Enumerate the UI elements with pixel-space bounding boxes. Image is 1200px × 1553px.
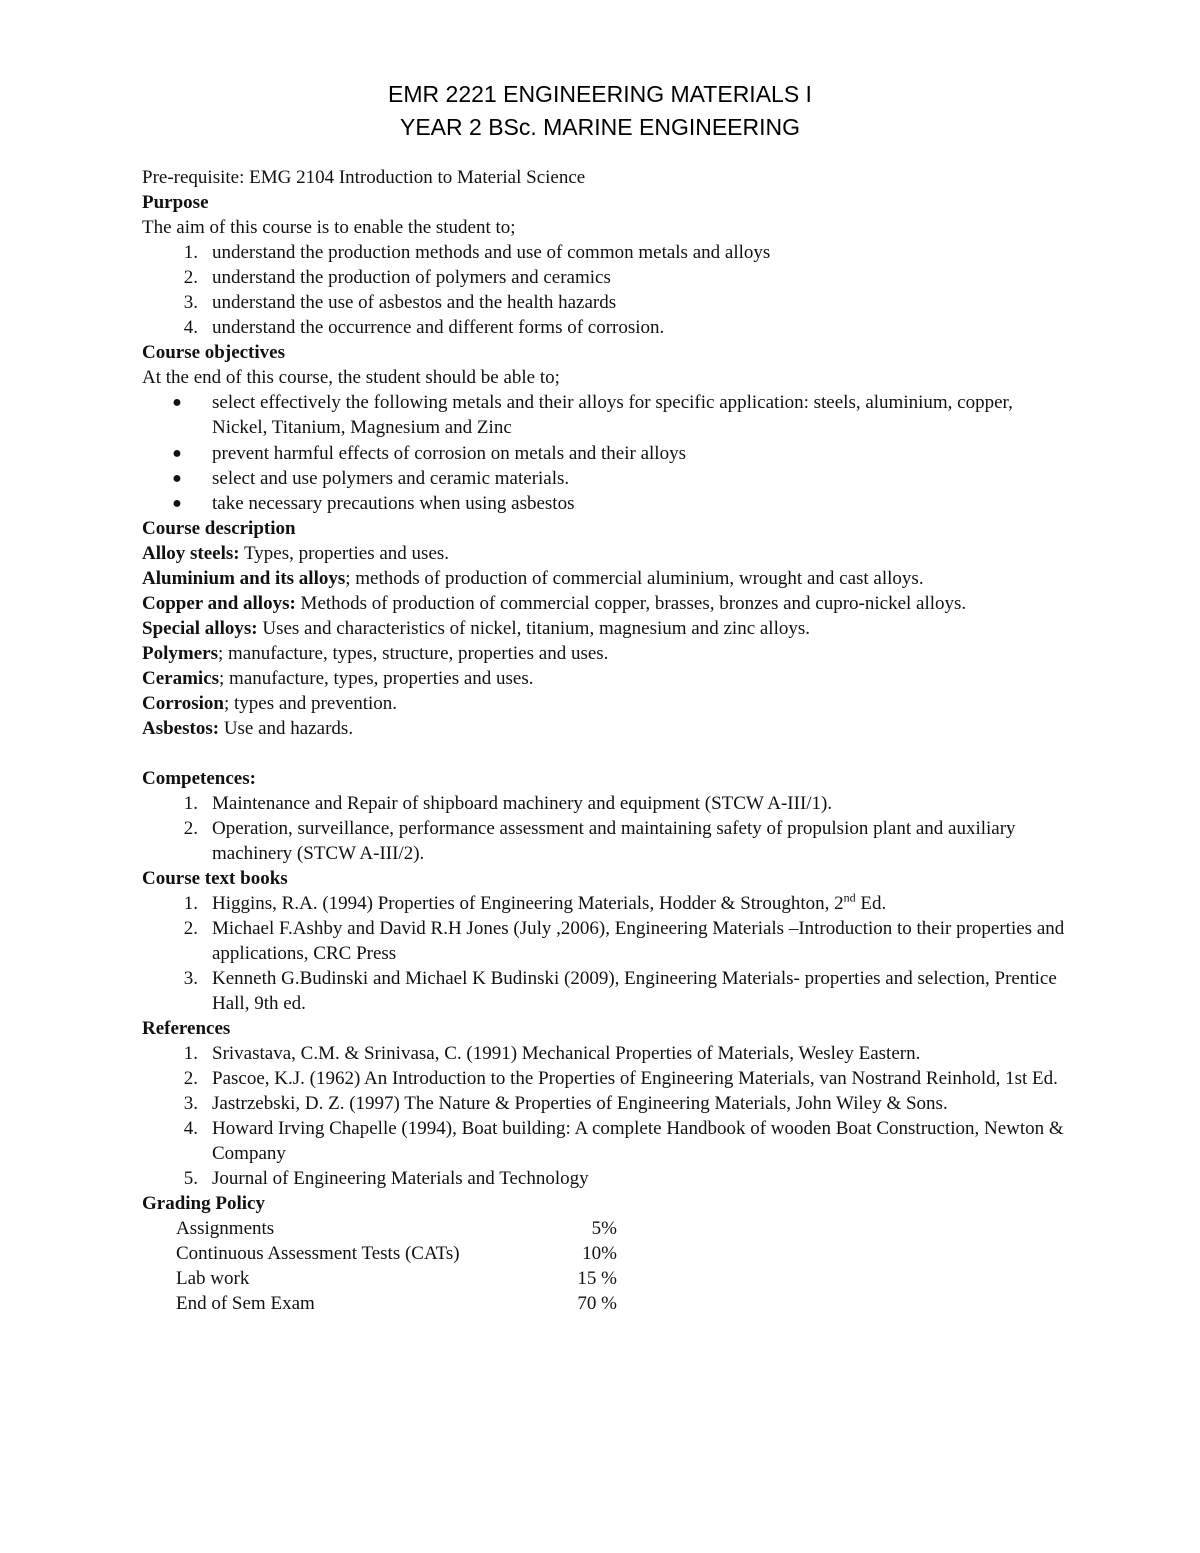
spacer [142,741,1072,766]
list-item: 4. Howard Irving Chapelle (1994), Boat building: A complete Handbook of wooden Boat Construction, Newton & Company [142,1116,1072,1166]
list-item: 2. Operation, surveillance, performance assessment and maintaining safety of propulsion plant and auxiliary machinery (STCW A-III/2). [142,816,1072,866]
grading-label: Lab work [176,1268,250,1289]
list-item: 1. Maintenance and Repair of shipboard machinery and equipment (STCW A-III/1). [142,791,1072,816]
bullet-icon: ● [172,394,182,411]
list-number: 1. [183,242,198,263]
list-item: 3. Jastrzebski, D. Z. (1997) The Nature & Properties of Engineering Materials, John Wiley & Sons. [142,1091,1072,1116]
description-entry: Asbestos: Use and hazards. [142,718,354,739]
list-item: 1. understand the production methods and use of common metals and alloys [142,240,1072,265]
references-list [142,1041,1072,1191]
grading-value: 5% [591,1218,617,1239]
document-title [0,78,1200,144]
list-item: ● select effectively the following metals and their alloys for specific application: steels, aluminium, copper, Nickel, Titanium, Magnesium and Zinc [142,390,1072,440]
description-entry: Alloy steels: Types, properties and uses. [142,543,450,564]
list-item: ● take necessary precautions when using asbestos [142,491,1072,516]
grading-heading: Grading Policy [142,1193,265,1214]
grading-value: 15 % [577,1268,617,1289]
grading-row [142,1241,1072,1266]
list-item: 4. understand the occurrence and different forms of corrosion. [142,315,1072,340]
list-item: 1. Srivastava, C.M. & Srinivasa, C. (1991) Mechanical Properties of Materials, Wesley Eastern. [142,1041,1072,1066]
description-entry: Polymers; manufacture, types, structure, properties and uses. [142,643,609,664]
list-number: 4. [183,1118,198,1139]
purpose-heading: Purpose [142,192,209,213]
description-entry: Copper and alloys: Methods of production of commercial copper, brasses, bronzes and cupro-nickel alloys. [142,593,967,614]
prerequisite: Pre-requisite: EMG 2104 Introduction to Material Science [142,167,586,188]
objectives-heading: Course objectives [142,342,285,363]
list-number: 1. [183,793,198,814]
textbooks-heading: Course text books [142,868,288,889]
list-number: 2. [183,1068,198,1089]
list-number: 2. [183,918,198,939]
course-title: EMR 2221 ENGINEERING MATERIALS I [388,81,812,107]
description-entry: Ceramics; manufacture, types, properties and uses. [142,668,534,689]
grading-row [142,1266,1072,1291]
list-item: ● select and use polymers and ceramic materials. [142,466,1072,491]
description-entry: Special alloys: Uses and characteristics of nickel, titanium, magnesium and zinc alloys. [142,618,811,639]
description-entry: Aluminium and its alloys; methods of production of commercial aluminium, wrought and cast alloys. [142,568,924,589]
grading-table [142,1216,1072,1316]
bullet-icon: ● [172,445,182,462]
description-entries [142,541,1072,741]
list-number: 1. [183,1043,198,1064]
description-heading: Course description [142,518,296,539]
grading-label: Assignments [176,1218,275,1239]
purpose-list [142,240,1072,340]
textbooks-list [142,891,1072,1016]
competences-heading: Competences: [142,768,256,789]
list-number: 5. [183,1168,198,1189]
list-item: 3. Kenneth G.Budinski and Michael K Budinski (2009), Engineering Materials- properties and selection, Prentice Hall, 9th ed. [142,966,1072,1016]
list-item: ● prevent harmful effects of corrosion on metals and their alloys [142,441,1072,466]
references-heading: References [142,1018,231,1039]
list-number: 2. [183,818,198,839]
purpose-intro: The aim of this course is to enable the student to; [142,217,516,238]
grading-row [142,1216,1072,1241]
program-title: YEAR 2 BSc. MARINE ENGINEERING [399,114,801,140]
grading-label: End of Sem Exam [176,1293,315,1314]
list-item: 5. Journal of Engineering Materials and Technology [142,1166,1072,1191]
list-number: 1. [183,893,198,914]
grading-label: Continuous Assessment Tests (CATs) [176,1243,460,1264]
list-item: 2. Michael F.Ashby and David R.H Jones (July ,2006), Engineering Materials –Introduction to their properties and applications, CRC Press [142,916,1072,966]
grading-row [142,1291,1072,1316]
objectives-intro: At the end of this course, the student should be able to; [142,367,560,388]
list-number: 3. [183,968,198,989]
objectives-list [142,390,1072,516]
bullet-icon: ● [172,495,182,512]
document-body [142,165,1072,1316]
competences-list [142,791,1072,866]
list-number: 4. [183,317,198,338]
list-item: 3. understand the use of asbestos and the health hazards [142,290,1072,315]
list-item: 2. understand the production of polymers and ceramics [142,265,1072,290]
bullet-icon: ● [172,470,182,487]
list-item: 1. Higgins, R.A. (1994) Properties of Engineering Materials, Hodder & Stroughton, 2nd Ed. [142,891,1072,916]
list-number: 3. [183,1093,198,1114]
list-number: 2. [183,267,198,288]
grading-value: 70 % [577,1293,617,1314]
description-entry: Corrosion; types and prevention. [142,693,398,714]
list-item: 2. Pascoe, K.J. (1962) An Introduction to the Properties of Engineering Materials, van Nostrand Reinhold, 1st Ed. [142,1066,1072,1091]
list-number: 3. [183,292,198,313]
grading-value: 10% [582,1243,617,1264]
